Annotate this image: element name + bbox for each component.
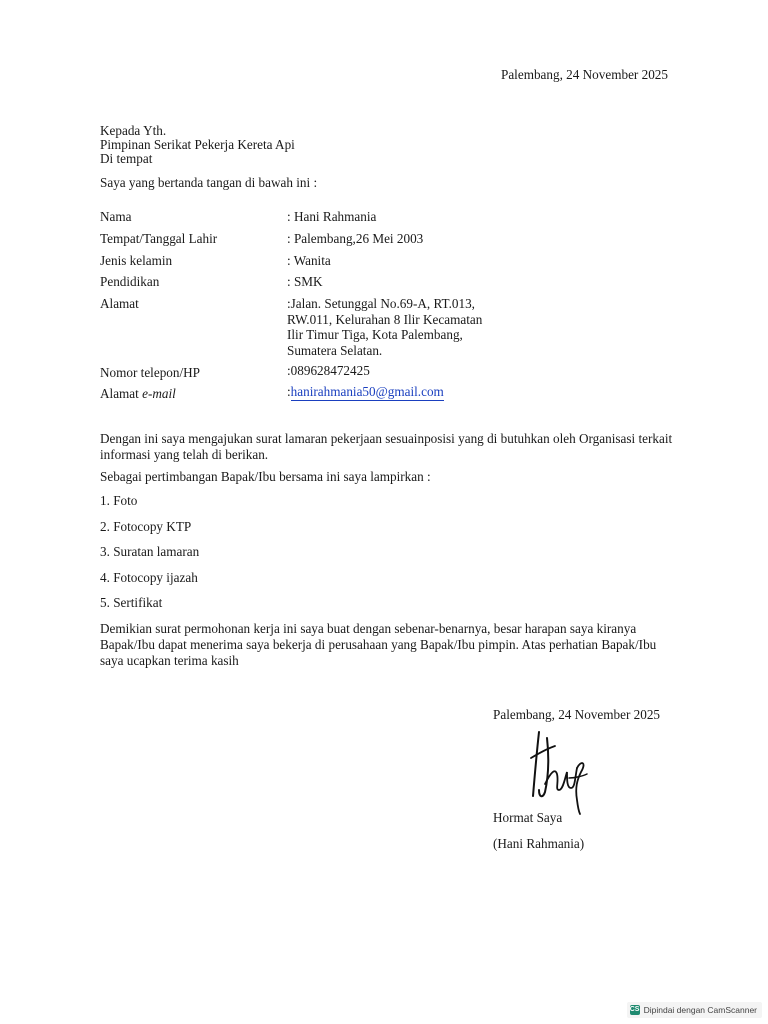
address-line-3: Ilir Timur Tiga, Kota Palembang, bbox=[287, 327, 463, 342]
camscanner-icon: CS bbox=[629, 1006, 640, 1013]
paragraph-attachments-intro: Sebagai pertimbangan Bapak/Ibu bersama ini saya lampirkan : bbox=[100, 469, 431, 484]
field-label-phone: Nomor telepon/HP bbox=[100, 365, 200, 380]
field-label-email bbox=[100, 386, 176, 402]
attachment-item-5: 5. Sertifikat bbox=[100, 595, 163, 610]
email-label-em: e-mail bbox=[142, 386, 176, 401]
recipient-line-1: Kepada Yth. bbox=[100, 123, 167, 138]
field-label-education: Pendidikan bbox=[100, 274, 160, 289]
field-label-gender: Jenis kelamin bbox=[100, 253, 173, 268]
field-value-address bbox=[287, 296, 527, 358]
field-value-email bbox=[287, 384, 444, 400]
field-value-nama: : Hani Rahmania bbox=[287, 209, 377, 224]
field-value-phone: :089628472425 bbox=[287, 363, 370, 378]
attachment-item-3: 3. Suratan lamaran bbox=[100, 544, 200, 559]
field-value-education: : SMK bbox=[287, 274, 323, 289]
recipient-line-2: Pimpinan Serikat Pekerja Kereta Api bbox=[100, 137, 295, 152]
camscanner-text: Dipindai dengan CamScanner bbox=[643, 1005, 757, 1015]
letter-date-top: Palembang, 24 November 2025 bbox=[500, 67, 668, 82]
address-line-2: RW.011, Kelurahan 8 Ilir Kecamatan bbox=[287, 311, 483, 327]
attachment-item-2: 2. Fotocopy KTP bbox=[100, 519, 192, 534]
recipient-line-3: Di tempat bbox=[100, 151, 153, 166]
email-value-prefix: : bbox=[287, 384, 291, 399]
paragraph-application: Dengan ini saya mengajukan surat lamaran pekerjaan sesuainposisi yang di butuhkan oleh Organisasi terkait informasi yang telah di berikan. bbox=[100, 431, 673, 462]
signature-date: Palembang, 24 November 2025 bbox=[493, 707, 661, 722]
paragraph-closing: Demikian surat permohonan kerja ini saya buat dengan sebenar-benarnya, besar harapan saya kiranya Bapak/Ibu dapat menerima saya bekerja di perusahaan yang Bapak/Ibu pimpin. Atas perhatian Bapak/Ibu saya ucapkan terima kasih bbox=[100, 621, 657, 668]
intro-sentence: Saya yang bertanda tangan di bawah ini : bbox=[100, 175, 318, 190]
field-value-ttl: : Palembang,26 Mei 2003 bbox=[287, 231, 424, 246]
address-line-4: Sumatera Selatan. bbox=[287, 342, 383, 358]
closing-greeting: Hormat Saya bbox=[493, 810, 563, 825]
camscanner-badge bbox=[627, 1002, 762, 1018]
field-label-address: Alamat bbox=[100, 296, 139, 311]
handwritten-signature bbox=[525, 728, 589, 816]
attachment-item-4: 4. Fotocopy ijazah bbox=[100, 570, 198, 585]
email-label-prefix: Alamat bbox=[100, 386, 143, 401]
field-label-nama: Nama bbox=[100, 209, 132, 224]
signer-name: (Hani Rahmania) bbox=[493, 836, 585, 851]
email-link[interactable]: hanirahmania50@gmail.com bbox=[290, 384, 444, 399]
address-line-1: :Jalan. Setunggal No.69-A, RT.013, bbox=[287, 296, 475, 311]
field-value-gender: : Wanita bbox=[287, 253, 331, 268]
attachment-item-1: 1. Foto bbox=[100, 493, 138, 508]
field-label-ttl: Tempat/Tanggal Lahir bbox=[100, 231, 218, 246]
